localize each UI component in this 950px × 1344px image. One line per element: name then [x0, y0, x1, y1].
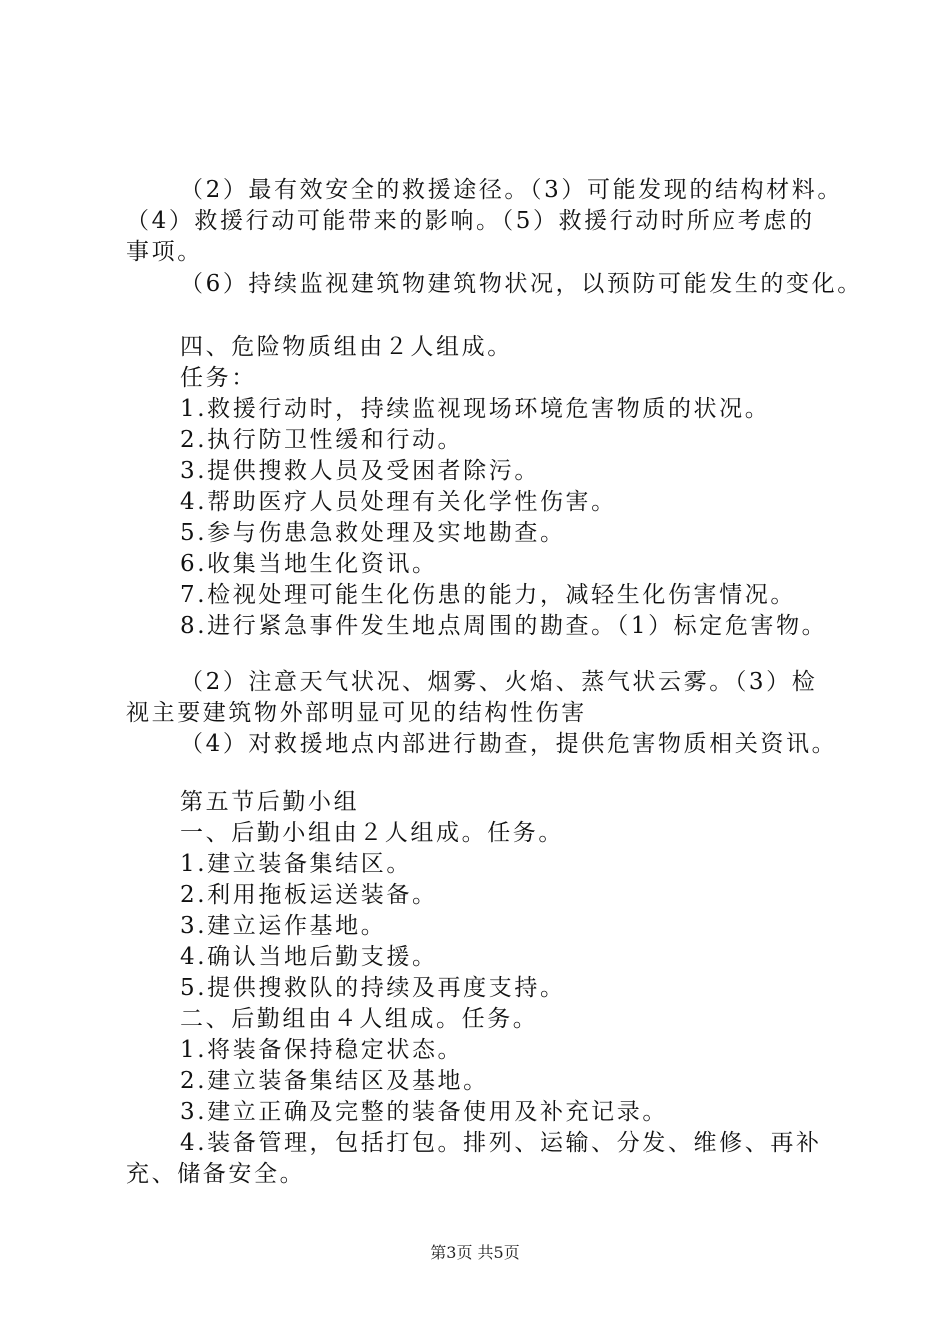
list-item: 8.进行紧急事件发生地点周围的勘查。（1）标定危害物。	[180, 613, 828, 639]
list-item: 1.建立装备集结区。	[180, 851, 412, 877]
paragraph-line: 充、储备安全。	[126, 1161, 306, 1187]
list-item: 5.提供搜救队的持续及再度支持。	[180, 975, 566, 1001]
paragraph-line: （4）对救援地点内部进行勘查，提供危害物质相关资讯。	[180, 731, 838, 757]
paragraph-line: 一、后勤小组由２人组成。任务。	[180, 820, 564, 846]
paragraph-line: （6）持续监视建筑物建筑物状况，以预防可能发生的变化。	[180, 271, 863, 297]
list-item: 1.将装备保持稳定状态。	[180, 1037, 464, 1063]
list-item: 2.执行防卫性缓和行动。	[180, 427, 464, 453]
paragraph-line: 事项。	[126, 239, 203, 265]
paragraph-line: 任务：	[180, 365, 257, 391]
section-heading: 四、危险物质组由２人组成。	[180, 334, 513, 360]
list-item: 7.检视处理可能生化伤患的能力，减轻生化伤害情况。	[180, 582, 796, 608]
page-number: 第3页 共5页	[430, 1243, 520, 1262]
list-item: 6.收集当地生化资讯。	[180, 551, 438, 577]
list-item: 4.确认当地后勤支援。	[180, 944, 438, 970]
paragraph-line: 二、后勤组由４人组成。任务。	[180, 1006, 539, 1032]
list-item: 3.建立正确及完整的装备使用及补充记录。	[180, 1099, 668, 1125]
list-item: 2.利用拖板运送装备。	[180, 882, 438, 908]
list-item: 3.提供搜救人员及受困者除污。	[180, 458, 540, 484]
list-item: 5.参与伤患急救处理及实地勘查。	[180, 520, 566, 546]
list-item: 3.建立运作基地。	[180, 913, 387, 939]
list-item: 1.救援行动时，持续监视现场环境危害物质的状况。	[180, 396, 771, 422]
paragraph-line: （2）最有效安全的救援途径。（3）可能发现的结构材料。	[180, 177, 843, 203]
paragraph-line: （2）注意天气状况、烟雾、火焰、蒸气状云雾。（3）检	[180, 669, 818, 695]
list-item: 4.装备管理，包括打包。排列、运输、分发、维修、再补	[180, 1130, 822, 1156]
paragraph-line: （4）救援行动可能带来的影响。（5）救援行动时所应考虑的	[126, 208, 815, 234]
list-item: 2.建立装备集结区及基地。	[180, 1068, 489, 1094]
section-heading: 第五节后勤小组	[180, 789, 360, 815]
list-item: 4.帮助医疗人员处理有关化学性伤害。	[180, 489, 617, 515]
paragraph-line: 视主要建筑物外部明显可见的结构性伤害	[126, 700, 587, 726]
